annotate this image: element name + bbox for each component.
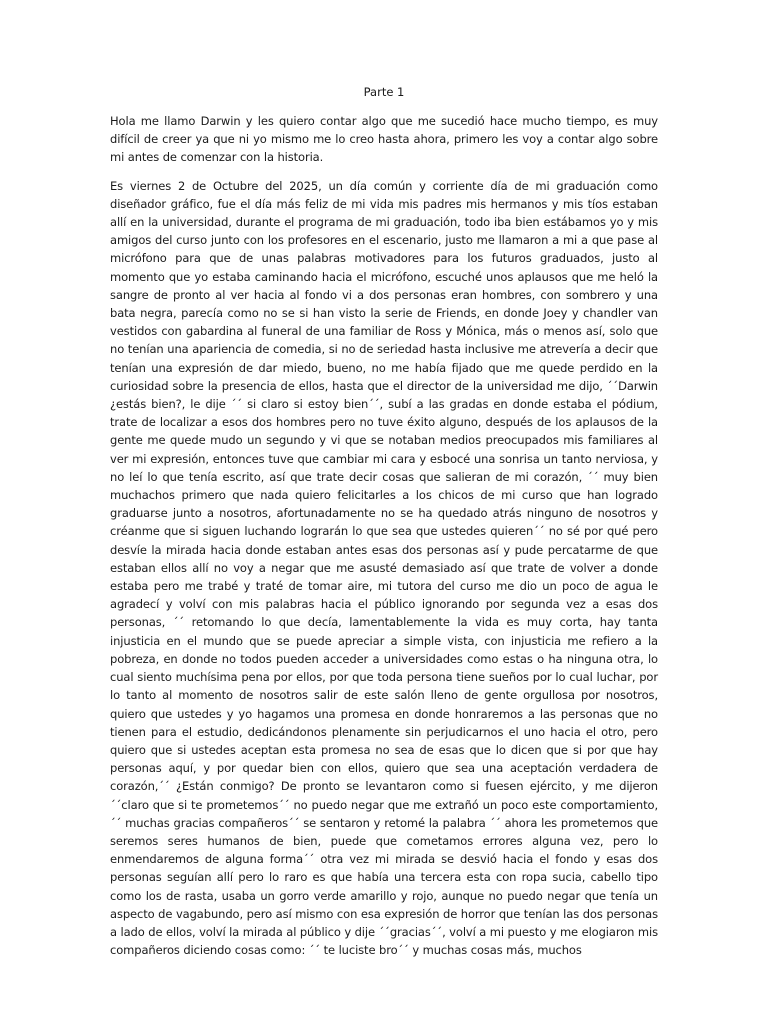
document-title: Parte 1 xyxy=(363,85,405,99)
story-paragraph: Es viernes 2 de Octubre del 2025, un día común y corriente día de mi graduación como diseñador gráfico, fue el día más feliz de mi vida mis padres mis hermanos y mis tíos estaban allí en la universidad, durante el programa de mi graduación, todo iba bien estábamos yo y mis amigos del curso junto con los profesores en el escenario, justo me llamaron a mi a que pase al micrófono para que de unas palabras motivadores para los futuros graduados, justo al momento que yo estaba caminando hacia el micrófono, escuché unos aplausos que me heló la sangre de pronto al ver hacia al fondo vi a dos personas eran hombres, con sombrero y una bata negra, parecía como no se si han visto la serie de Friends, en donde Joey y chandler van vestidos con gabardina al funeral de una familiar de Ross y Mónica, más o menos así, solo que no tenían una apariencia de comedia, si no de seriedad hasta inclusive me atrevería a decir que tenían una expresión de dar miedo, bueno, no me había fijado que me quede perdido en la curiosidad sobre la presencia de ellos, hasta que el director de la universidad me dijo, ´´Darwin ¿estás bien?, le dije ´´ si claro si estoy bien´´, subí a las gradas en donde estaba el pódium, trate de localizar a esos dos hombres pero no tuve éxito alguno, después de los aplausos de la gente me quede mudo un segundo y vi que se notaban medios preocupados mis familiares al ver mi expresión, entonces tuve que cambiar mi cara y esbocé una sonrisa un tanto nerviosa, y no leí lo que tenía escrito, así que trate decir cosas que salieran de mi corazón, ´´ muy bien muchachos primero que nada quiero felicitarles a los chicos de mi curso que han logrado graduarse junto a nosotros, afortunadamente no se ha quedado atrás ninguno de nosotros y créanme que si siguen luchando lograrán lo que sea que ustedes quieren´´ no sé por qué pero desvíe la mirada hacia donde estaban antes esas dos personas así y pude percatarme de que estaban ellos allí no voy a negar que me asusté demasiado así que trate de volver a donde estaba pero me trabé y traté de tomar aire, mi tutora del curso me dio un poco de agua le agradecí y volví con mis palabras hacia el público ignorando por segunda vez a esas dos personas, ´´ retomando lo que decía, lamentablemente la vida es muy corta, hay tanta injusticia en el mundo que se puede apreciar a simple vista, con injusticia me refiero a la pobreza, en donde no todos pueden acceder a universidades como estas o ha ninguna otra, lo cual siento muchísima pena por ellos, por que toda persona tiene sueños por lo cual luchar, por lo tanto al momento de nosotros salir de este salón lleno de gente orgullosa por nosotros, quiero que ustedes y yo hagamos una promesa en donde honraremos a las personas que no tienen para el estudio, dedicándonos plenamente sin perjudicarnos el uno hacia el otro, pero quiero que si ustedes aceptan esta promesa no sea de esas que lo dicen que si por que hay personas aquí, y por quedar bien con ellos, quiero que sea una aceptación verdadera de corazón,´´ ¿Están conmigo? De pronto se levantaron como si fuesen ejército, y me dijeron ´´claro que si te prometemos´´ no puedo negar que me extrañó un poco este comportamiento, ´´ muchas gracias compañeros´´ se sentaron y retomé la palabra ´´ ahora les prometemos que seremos seres humanos de bien, puede que cometamos errores alguna vez, pero lo enmendaremos de alguna forma´´ otra vez mi mirada se desvió hacia el fondo y esas dos personas seguían allí pero lo raro es que había una tercera esta con ropa sucia, cabello tipo como los de rasta, usaba un gorro verde amarillo y rojo, aunque no puedo negar que tenía un aspecto de vagabundo, pero así mismo con esa expresión de horror que tenían las dos personas a lado de ellos, volví la mirada al público y dije ´´gracias´´, volví a mi puesto y me elogiaron mis compañeros diciendo cosas como: ´´ te luciste bro´´ y muchas cosas más, muchos xyxy=(110,178,658,958)
document-page xyxy=(110,83,658,969)
intro-paragraph: Hola me llamo Darwin y les quiero contar algo que me sucedió hace mucho tiempo, es muy difícil de creer ya que ni yo mismo me lo creo hasta ahora, primero les voy a contar algo sobre mi antes de comenzar con la historia. xyxy=(110,114,658,165)
